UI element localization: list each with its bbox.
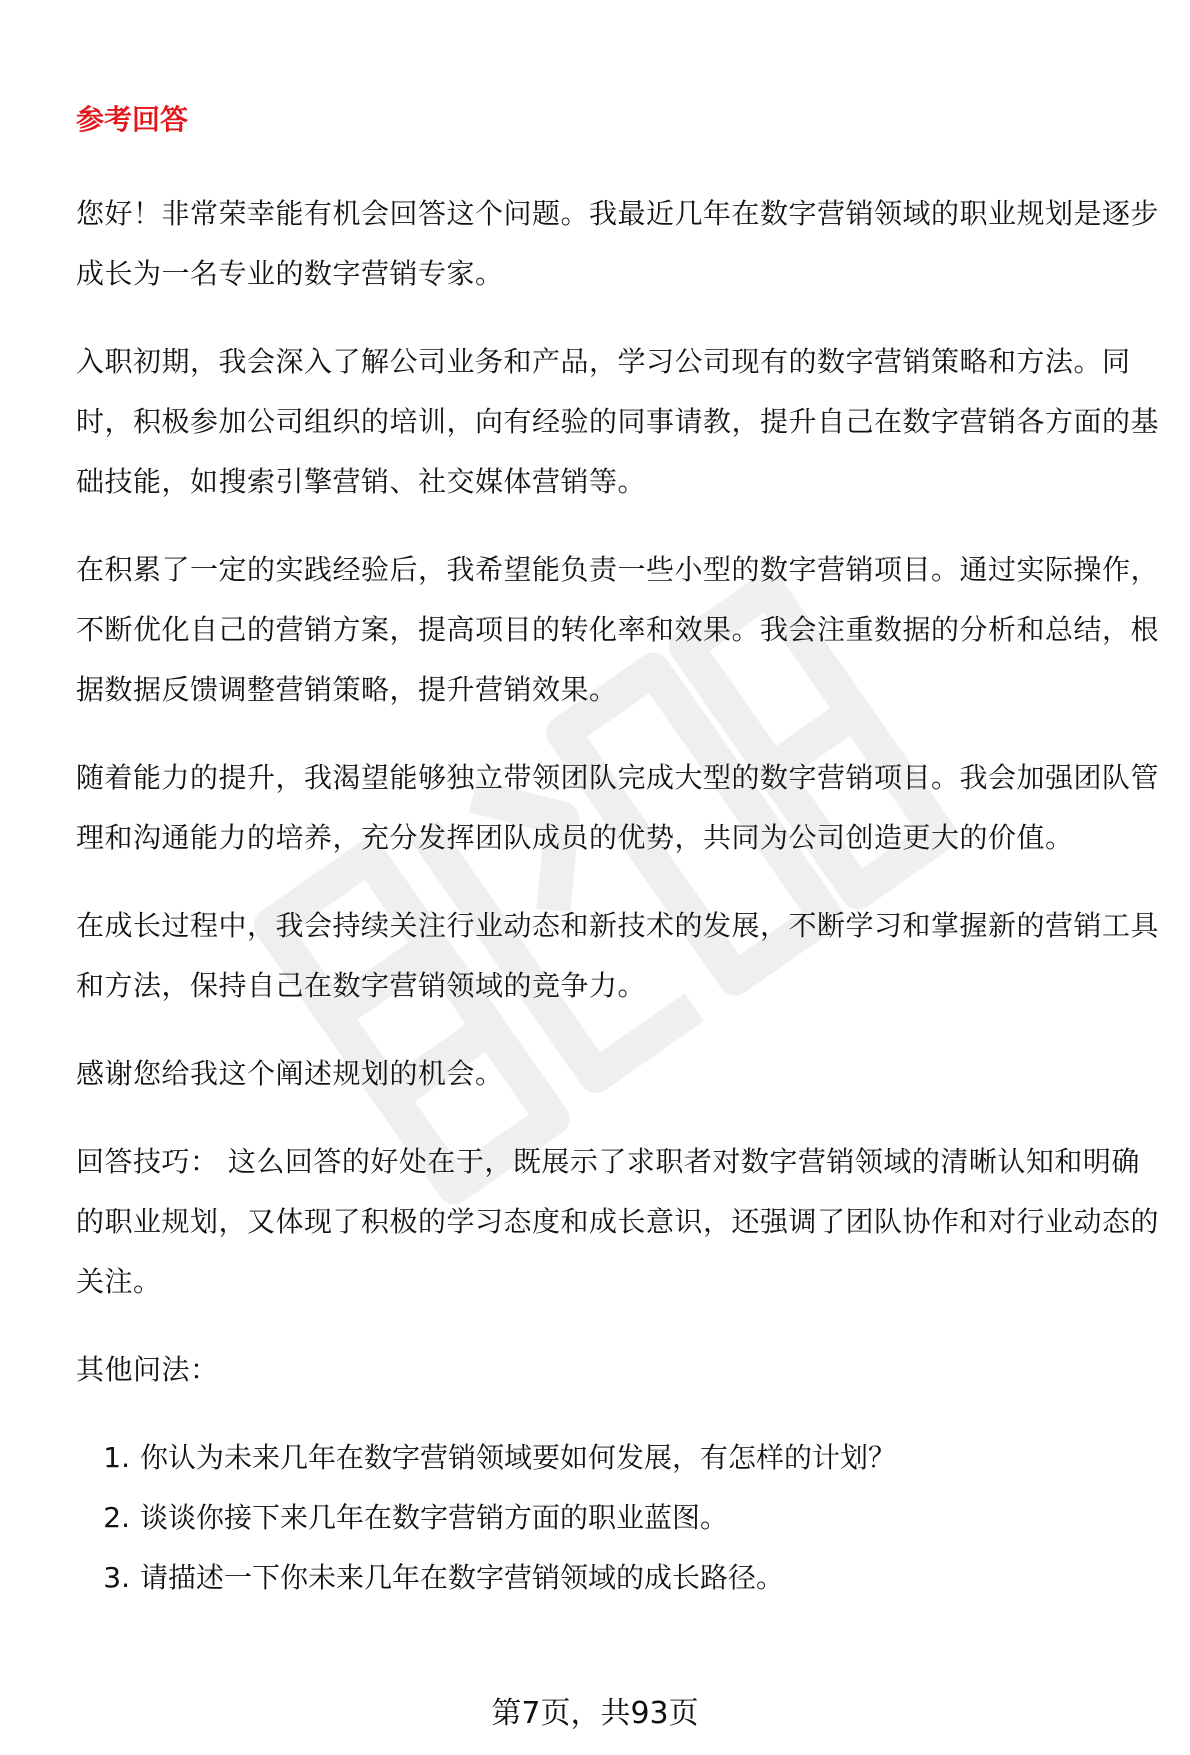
other-questions-heading: 其他问法： bbox=[76, 1353, 219, 1386]
list-item-text: 请描述一下你未来几年在数字营销领域的成长路径。 bbox=[140, 1561, 785, 1594]
answer-tips-paragraph: 回答技巧： 这么回答的好处在于，既展示了求职者对数字营销领域的清晰认知和明确的职业规划，又体现了积极的学习态度和成长意识，还强调了团队协作和对行业动态的关注。 bbox=[76, 1145, 1160, 1298]
list-item-number: 3. bbox=[103, 1561, 130, 1594]
list-item bbox=[76, 1428, 1166, 1488]
paragraph: 感谢您给我这个阐述规划的机会。 bbox=[76, 1057, 504, 1090]
section-title: 参考回答 bbox=[76, 103, 189, 136]
document-content bbox=[76, 96, 1166, 1608]
list-item-text: 谈谈你接下来几年在数字营销方面的职业蓝图。 bbox=[140, 1501, 729, 1534]
list-item bbox=[76, 1548, 1166, 1608]
list-item bbox=[76, 1488, 1166, 1548]
list-item-number: 2. bbox=[103, 1501, 130, 1534]
paragraph: 在成长过程中，我会持续关注行业动态和新技术的发展，不断学习和掌握新的营销工具和方法，保持自己在数字营销领域的竞争力。 bbox=[76, 909, 1160, 1002]
paragraph: 入职初期，我会深入了解公司业务和产品，学习公司现有的数字营销策略和方法。同时，积极参加公司组织的培训，向有经验的同事请教，提升自己在数字营销各方面的基础技能，如搜索引擎营销、社交媒体营销等。 bbox=[76, 345, 1160, 498]
alternative-questions-list bbox=[76, 1428, 1166, 1608]
list-item-text: 你认为未来几年在数字营销领域要如何发展，有怎样的计划？ bbox=[140, 1441, 897, 1474]
paragraph: 您好！非常荣幸能有机会回答这个问题。我最近几年在数字营销领域的职业规划是逐步成长为一名专业的数字营销专家。 bbox=[76, 197, 1160, 290]
list-item-number: 1. bbox=[103, 1441, 130, 1474]
paragraph: 在积累了一定的实践经验后，我希望能负责一些小型的数字营销项目。通过实际操作，不断优化自己的营销方案，提高项目的转化率和效果。我会注重数据的分析和总结，根据数据反馈调整营销策略，提升营销效果。 bbox=[76, 553, 1160, 706]
page-number-footer: 第7页，共93页 bbox=[491, 1696, 699, 1731]
paragraph: 随着能力的提升，我渴望能够独立带领团队完成大型的数字营销项目。我会加强团队管理和沟通能力的培养，充分发挥团队成员的优势，共同为公司创造更大的价值。 bbox=[76, 761, 1160, 854]
